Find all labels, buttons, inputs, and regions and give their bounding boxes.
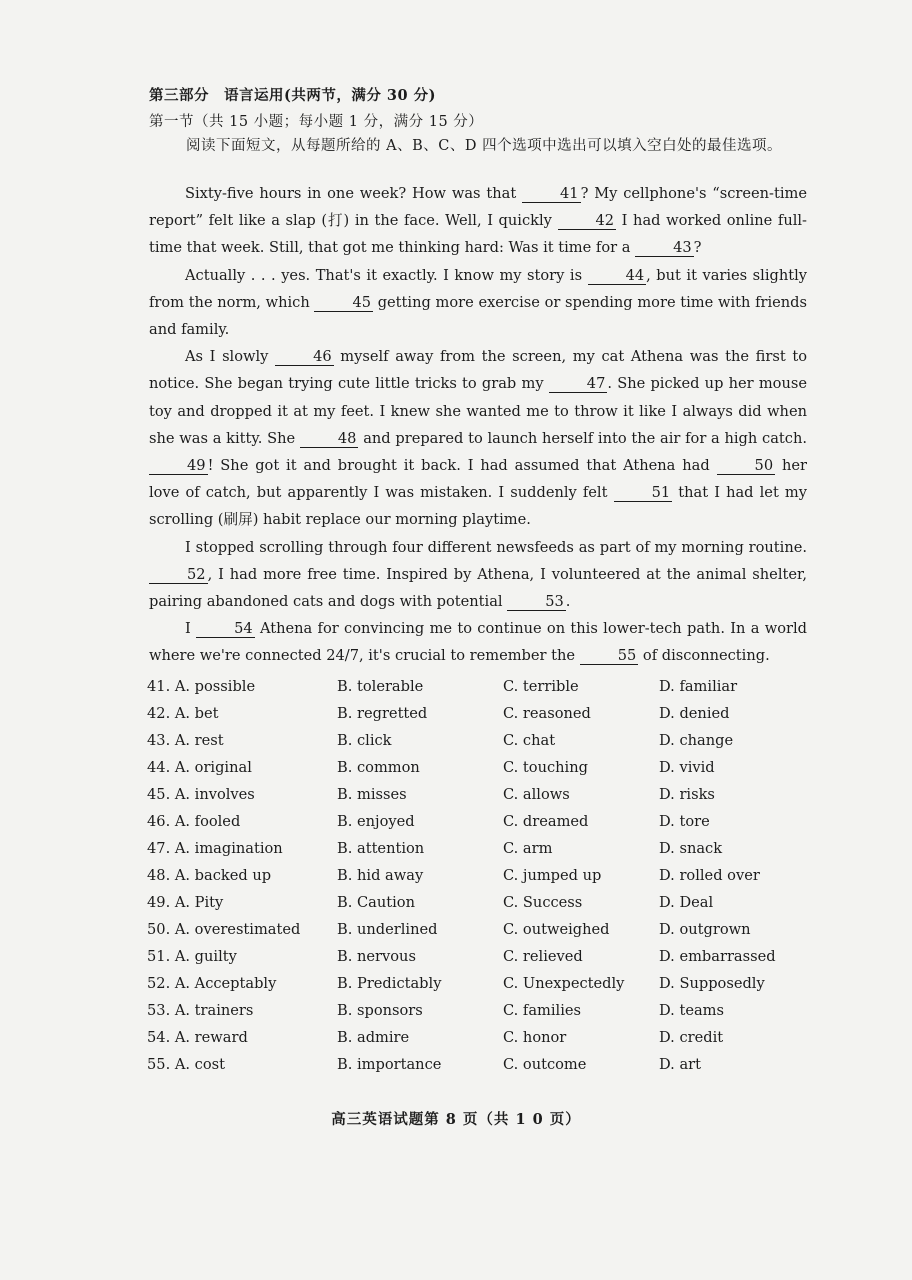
option-choice: 54. A. reward [147, 1029, 248, 1046]
passage-text: , but it varies slightly from the norm, which [149, 266, 808, 311]
option-choice: 41. A. possible [147, 678, 256, 695]
option-choice: B. attention [337, 840, 425, 857]
option-choice: C. outweighed [503, 921, 610, 938]
option-choice: D. familiar [659, 678, 738, 695]
option-choice: 50. A. overestimated [147, 921, 301, 938]
passage-text: Athena for convincing me to continue on this lower-tech path. In a world where we're connected 24/7, it's crucial to remember the [149, 620, 807, 665]
paragraph [149, 615, 807, 669]
passage-text: . She picked up her mouse toy and dropped it at my feet. I knew she wanted me to throw it like I always did when she was a kitty. She [149, 375, 807, 447]
passage-text: myself away from the screen, my cat Athena was the first to notice. She began trying cute little tricks to grab my [149, 348, 807, 393]
option-row [147, 867, 827, 894]
option-choice: D. vivid [659, 759, 715, 776]
passage-text: that I had let my scrolling (刷屏) habit replace our morning playtime. [149, 484, 808, 529]
option-row [147, 813, 827, 840]
option-row [147, 1056, 827, 1083]
option-choice: B. Caution [337, 894, 415, 911]
option-choice: 45. A. involves [147, 786, 255, 803]
passage-text: and prepared to launch herself into the air for a high catch. [358, 429, 807, 447]
option-choice: 46. A. fooled [147, 813, 241, 830]
option-choice: B. importance [337, 1056, 442, 1073]
option-choice: C. terrible [503, 678, 579, 695]
option-choice: 53. A. trainers [147, 1002, 254, 1019]
blank-41: 41 [522, 186, 581, 203]
option-choice: D. Supposedly [659, 975, 765, 992]
option-choice: D. denied [659, 705, 730, 722]
option-choice: D. credit [659, 1029, 724, 1046]
option-choice: C. relieved [503, 948, 583, 965]
option-row [147, 759, 827, 786]
blank-42: 42 [558, 213, 617, 230]
option-choice: 43. A. rest [147, 732, 224, 749]
option-choice: D. change [659, 732, 734, 749]
option-row [147, 705, 827, 732]
option-choice: B. misses [337, 786, 407, 803]
option-choice: B. underlined [337, 921, 438, 938]
blank-43: 43 [635, 240, 694, 257]
option-choice: D. embarrassed [659, 948, 776, 965]
option-choice: D. Deal [659, 894, 714, 911]
option-choice: B. nervous [337, 948, 416, 965]
option-row [147, 840, 827, 867]
option-row [147, 1029, 827, 1056]
option-choice: C. Success [503, 894, 583, 911]
option-row [147, 678, 827, 705]
option-row [147, 921, 827, 948]
options-list [147, 678, 827, 1083]
passage-text: I had worked online full-time that week. Still, that got me thinking hard: Was it time for a [149, 212, 807, 257]
blank-44: 44 [588, 268, 647, 285]
passage-text: As I slowly [185, 348, 276, 366]
passage-text: Actually . . . yes. That's it exactly. I know my story is [185, 266, 588, 284]
blank-45: 45 [314, 295, 373, 312]
passage-text: I stopped scrolling through four different newsfeeds as part of my morning routine. [185, 538, 807, 556]
option-choice: 55. A. cost [147, 1056, 225, 1073]
instructions: 阅读下面短文，从每题所给的 A、B、C、D 四个选项中选出可以填入空白处的最佳选项。 [186, 138, 783, 154]
passage-text: getting more exercise or spending more time with friends and family. [149, 293, 807, 339]
option-choice: C. allows [503, 786, 570, 803]
option-row [147, 894, 827, 921]
blank-47: 47 [549, 376, 608, 393]
passage-text: I [185, 620, 197, 638]
passage-text: , I had more free time. Inspired by Athena, I volunteered at the animal shelter, pairing abandoned cats and dogs with potential [149, 565, 807, 611]
blank-49: 49 [149, 458, 208, 475]
option-choice: D. art [659, 1056, 701, 1073]
blank-50: 50 [717, 458, 776, 475]
option-choice: D. outgrown [659, 921, 751, 938]
option-choice: D. rolled over [659, 867, 760, 884]
option-choice: B. regretted [337, 705, 428, 722]
option-choice: 51. A. guilty [147, 948, 237, 965]
option-row [147, 786, 827, 813]
page-footer: 高三英语试题第 8 页（共 1 0 页） [331, 1111, 581, 1128]
passage-text: ! She got it and brought it back. I had assumed that Athena had [207, 457, 717, 475]
passage-text: ? My cellphone's “screen-time report” felt like a slap (打) in the face. Well, I quickly [149, 185, 807, 230]
passage-text: Sixty-five hours in one week? How was that [185, 185, 523, 202]
option-row [147, 948, 827, 975]
option-choice: D. tore [659, 813, 710, 830]
option-choice: B. hid away [337, 867, 424, 884]
option-choice: C. chat [503, 732, 556, 749]
option-choice: D. risks [659, 786, 715, 803]
blank-53: 53 [507, 594, 566, 611]
part-heading: 第三部分 语言运用(共两节，满分 30 分) [149, 87, 436, 104]
passage-text: ? [693, 239, 702, 257]
paragraph [149, 180, 807, 262]
section-heading: 第一节（共 15 小题；每小题 1 分，满分 15 分） [149, 114, 484, 130]
blank-55: 55 [580, 648, 639, 665]
blank-52: 52 [149, 567, 208, 584]
option-choice: C. touching [503, 759, 588, 776]
passage-text: her love of catch, but apparently I was mistaken. I suddenly felt [149, 457, 807, 502]
option-choice: 42. A. bet [147, 705, 219, 722]
option-choice: B. common [337, 759, 420, 776]
option-choice: 44. A. original [147, 759, 252, 776]
option-choice: C. dreamed [503, 813, 589, 830]
blank-48: 48 [300, 431, 359, 448]
paragraph [149, 343, 807, 533]
option-choice: D. snack [659, 840, 723, 857]
option-choice: 49. A. Pity [147, 894, 224, 911]
option-choice: B. enjoyed [337, 813, 415, 830]
option-row [147, 1002, 827, 1029]
option-choice: C. outcome [503, 1056, 587, 1073]
option-choice: B. tolerable [337, 678, 424, 695]
paragraph [149, 534, 807, 616]
blank-46: 46 [275, 349, 334, 366]
option-choice: B. admire [337, 1029, 410, 1046]
option-choice: C. honor [503, 1029, 567, 1046]
option-choice: C. arm [503, 840, 553, 857]
option-choice: 52. A. Acceptably [147, 975, 277, 992]
option-row [147, 732, 827, 759]
option-choice: C. jumped up [503, 867, 602, 884]
paragraph [149, 262, 807, 344]
blank-54: 54 [196, 621, 255, 638]
option-choice: C. families [503, 1002, 581, 1019]
passage-text: . [565, 593, 571, 611]
option-choice: C. Unexpectedly [503, 975, 625, 992]
blank-51: 51 [614, 485, 673, 502]
option-choice: D. teams [659, 1002, 724, 1019]
option-choice: 48. A. backed up [147, 867, 272, 884]
option-row [147, 975, 827, 1002]
option-choice: C. reasoned [503, 705, 591, 722]
option-choice: 47. A. imagination [147, 840, 283, 857]
passage-text: of disconnecting. [638, 647, 770, 665]
option-choice: B. sponsors [337, 1002, 423, 1019]
option-choice: B. click [337, 732, 392, 749]
cloze-passage [149, 180, 807, 670]
option-choice: B. Predictably [337, 975, 442, 992]
